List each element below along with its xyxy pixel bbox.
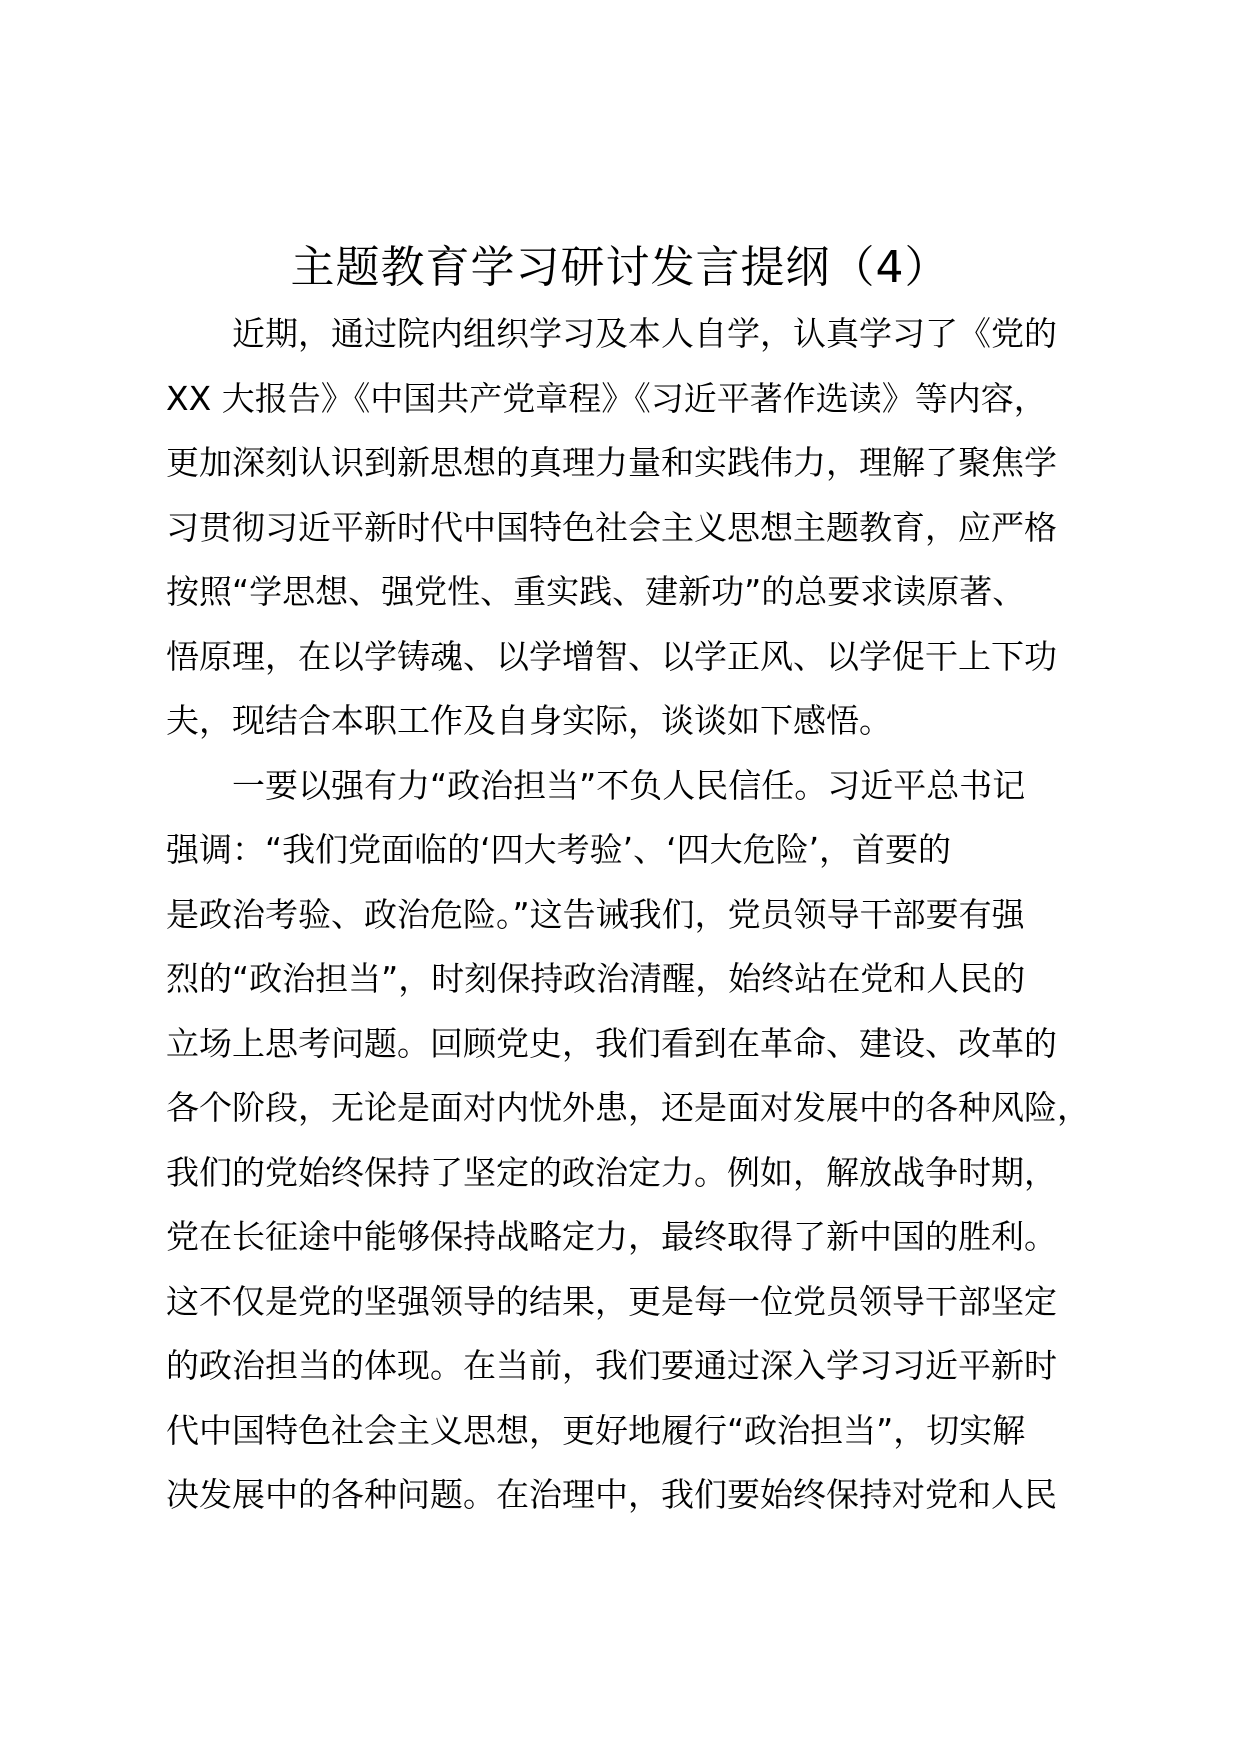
paragraph-line: 习贯彻习近平新时代中国特色社会主义思想主题教育，应严格: [166, 507, 1057, 547]
paragraph-line: 决发展中的各种问题。在治理中，我们要始终保持对党和人民: [166, 1475, 1057, 1514]
paragraph-line: 各个阶段，无论是面对内忧外患，还是面对发展中的各种风险，: [166, 1088, 1090, 1127]
paragraph-line: 的政治担当的体现。在当前，我们要通过深入学习习近平新时: [166, 1346, 1057, 1385]
paragraph-first-line: 近期，通过院内组织学习及本人自学，认真学习了《党的: [232, 314, 1057, 353]
paragraph-line: 代中国特色社会主义思想，更好地履行“政治担当”，切实解: [166, 1410, 1026, 1450]
paragraph-line: 更加深刻认识到新思想的真理力量和实践伟力，理解了聚焦学: [166, 443, 1057, 482]
paragraph-line: 我们的党始终保持了坚定的政治定力。例如，解放战争时期，: [166, 1152, 1057, 1192]
document-body: [166, 302, 1090, 1528]
paragraph-line: 党在长征途中能够保持战略定力，最终取得了新中国的胜利。: [166, 1217, 1057, 1256]
paragraph-line: 立场上思考问题。回顾党史，我们看到在革命、建设、改革的: [166, 1023, 1057, 1063]
paragraph-line: 夫，现结合本职工作及自身实际，谈谈如下感悟。: [166, 701, 892, 740]
paragraph-line: XX 大报告》《中国共产党章程》《习近平著作选读》等内容，: [166, 378, 1047, 418]
paragraph-line: 是政治考验、政治危险。”这告诫我们，党员领导干部要有强: [166, 894, 1025, 934]
paragraph-line: 强调：“我们党面临的‘四大考验’、‘四大危险’，首要的: [166, 830, 952, 869]
document-title: 主题教育学习研讨发言提纲（4）: [290, 242, 950, 293]
paragraph-first-line: 一要以强有力“政治担当”不负人民信任。习近平总书记: [232, 765, 1026, 805]
paragraph-line: 这不仅是党的坚强领导的结果，更是每一位党员领导干部坚定: [166, 1281, 1057, 1321]
paragraph-line: 悟原理，在以学铸魂、以学增智、以学正风、以学促干上下功: [166, 636, 1057, 676]
paragraph-line: 按照“学思想、强党性、重实践、建新功”的总要求读原著、: [166, 572, 1026, 611]
paragraph-line: 烈的“政治担当”，时刻保持政治清醒，始终站在党和人民的: [166, 959, 1026, 998]
